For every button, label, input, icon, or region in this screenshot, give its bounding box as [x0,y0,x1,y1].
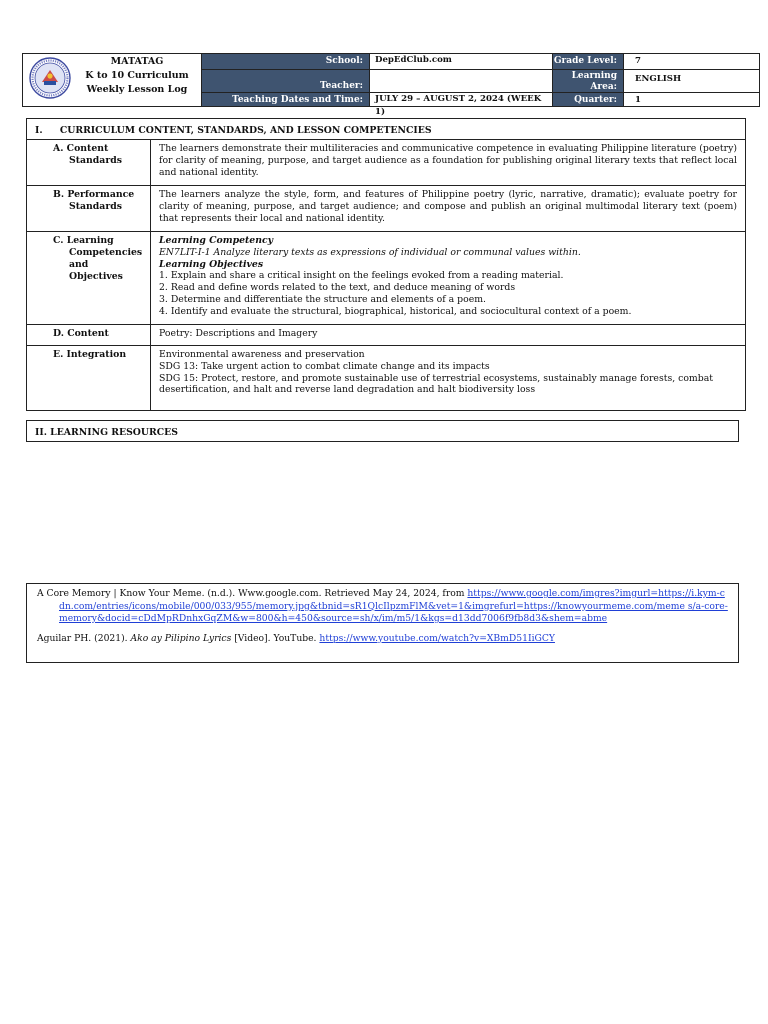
section-1-number: I. [35,125,43,136]
content-standards-row [27,139,745,185]
content-standards-label-line-1: A. Content [53,143,109,154]
learning-label-line-2: Competencies [69,247,143,258]
title-line-2: K to 10 Curriculum [85,70,189,81]
reference-item [37,633,730,646]
objectives-heading: Learning Objectives [159,258,264,270]
objective-item: 3. Determine and differentiate the structure and elements of a poem. [159,293,486,305]
objective-item: 2. Read and define words related to the text, and deduce meaning of words [159,282,516,294]
learning-competencies-label [27,232,151,324]
integration-line: Environmental awareness and preservation [159,349,365,360]
content-standards-text: The learners demonstrate their multiliteracies and communicative competence in evaluating Philippine literature (poetry) for clarity of meaning, purpose, and target audience as a foundation for publishing original literary texts that reflect local and national identity. [159,143,737,178]
performance-label-line-2: Standards [69,201,122,212]
performance-standards-text: The learners analyze the style, form, and features of Philippine poetry (lyric, narrative, dramatic); evaluate poetry for clarity of meaning, purpose, and target audience; and compose and publish an original multimodal literary text (poem) that represents their local and national identity. [159,189,737,224]
content-row [27,324,745,345]
school-label: School: [201,54,369,69]
objective-item: 1. Explain and share a critical insight on the feelings evoked from a reading material. [159,270,564,282]
header-title-cell [23,54,201,106]
reference-item [37,588,730,626]
grade-value: 7 [623,54,759,69]
quarter-value: 1 [623,92,759,106]
competency-heading: Learning Competency [159,235,274,246]
learning-resources-section: II. LEARNING RESOURCES [26,420,739,442]
reference-2-text: Aguilar PH. (2021). [37,632,131,644]
performance-label-line-1: B. Performance [53,189,135,200]
area-value: ENGLISH [623,69,759,92]
area-label-line-1: Learning [571,71,617,81]
dates-value: JULY 29 – AUGUST 2, 2024 (WEEK 1) [369,92,552,106]
performance-standards-row [27,185,745,231]
integration-text [152,346,745,396]
integration-row [27,345,745,410]
quarter-label: Quarter: [552,92,623,106]
references-box [26,583,739,663]
teacher-value [369,69,552,92]
dates-label: Teaching Dates and Time: [201,92,369,106]
curriculum-section [26,118,746,411]
learning-label-line-3: and Objectives [69,259,123,282]
objective-item: 4. Identify and evaluate the structural, biographical, historical, and sociocultural context of a poem. [159,305,632,317]
lesson-log-header [22,53,760,117]
performance-standards-label [27,186,151,231]
school-value: DepEdClub.com [369,54,552,69]
section-1-title [27,119,745,136]
content-standards-label-line-2: Standards [69,155,122,166]
reference-2-link[interactable]: https://www.youtube.com/watch?v=XBmD51IiGCY [319,632,555,644]
reference-1-link[interactable]: https://www.google.com/imgres?imgurl=https://i.kym-cdn.com/entries/icons/mobile/000/033/955/memory.jpg&tbnid=sR1QlcIlpzmFlM&vet=1&imgrefurl=https://knowyourmeme.com/meme s/a-core-memory&docid=cDdMpRDnhxGqZM&w=800&h=450&source=sh/x/im/m5/1&kgs=d13dd7006f9fb8d3&shem=abme [59,588,728,625]
area-label-line-2: Area: [590,82,617,92]
grade-label: Grade Level: [552,54,623,69]
reference-1-text: A Core Memory | Know Your Meme. (n.d.). Www.google.com. Retrieved May 24, 2024, from [37,588,468,599]
reference-2-title: Ako ay Pilipino Lyrics [130,632,232,644]
integration-line: SDG 15: Protect, restore, and promote sustainable use of terrestrial ecosystems, sustainably manage forests, combat desertification, and halt and reverse land degradation and halt biodiversity loss [159,372,713,396]
header-title [73,55,201,97]
integration-line: SDG 13: Take urgent action to combat climate change and its impacts [159,360,490,372]
deped-seal-icon [29,57,71,99]
reference-2-mid: [Video]. YouTube. [231,632,320,644]
area-label [552,69,623,92]
integration-label: E. Integration [27,346,151,410]
content-text: Poetry: Descriptions and Imagery [159,328,318,339]
learning-competencies-text [152,232,745,318]
section-1-heading: CURRICULUM CONTENT, STANDARDS, AND LESSON COMPETENCIES [59,125,432,136]
competency-text: EN7LIT-I-1 Analyze literary texts as expressions of individual or communal values within. [159,246,581,258]
title-line-3: Weekly Lesson Log [86,84,188,95]
learning-label-line-1: C. Learning [53,235,114,246]
learning-competencies-row [27,231,745,324]
content-label: D. Content [27,325,151,345]
content-standards-label [27,140,151,185]
title-line-1: MATATAG [110,56,164,67]
teacher-label: Teacher: [201,69,369,92]
